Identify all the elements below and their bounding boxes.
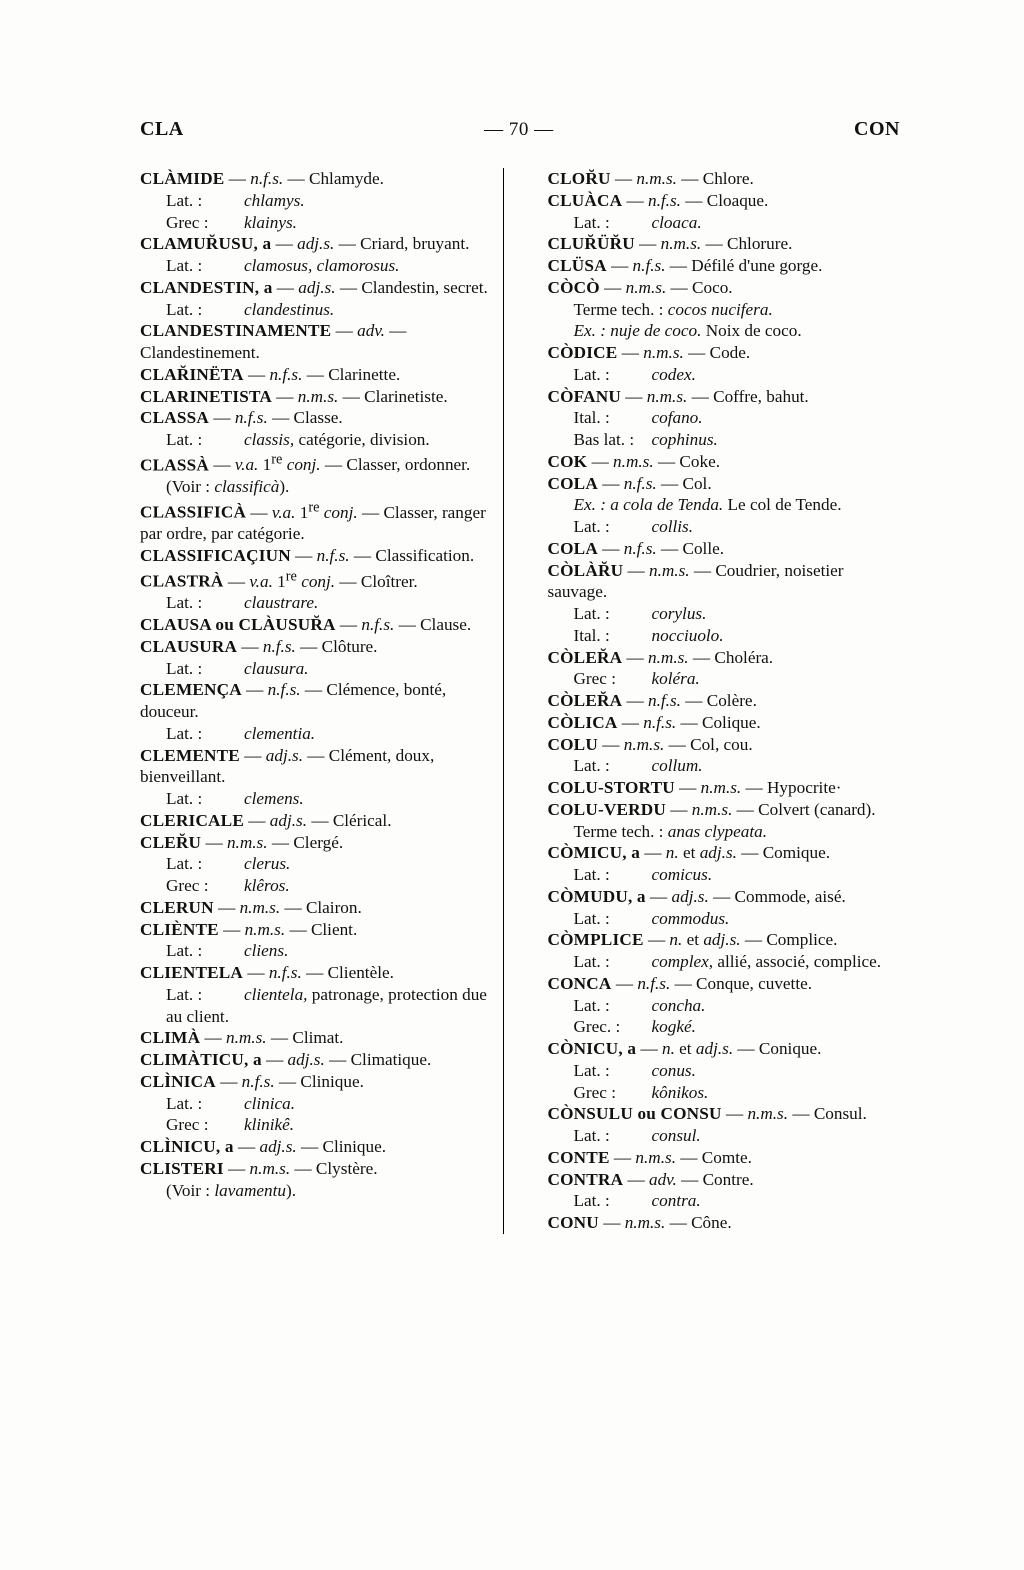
entry-definition: — n.m.s. — Comte. [609, 1147, 752, 1167]
entry-definition: — n.f.s. — Classification. [290, 546, 475, 566]
entry-definition: — n.m.s. — Clergé. [201, 832, 344, 852]
entry-headword: CLANDESTIN, a [140, 277, 273, 297]
etymology-language-label: Bas lat. : [573, 430, 635, 449]
entry-headword: CLIMÀ [140, 1028, 201, 1048]
entry-etymology-line [548, 603, 903, 625]
entry-etymology-line [140, 592, 495, 614]
dictionary-entry [548, 1103, 903, 1125]
etymology-form: classis, [244, 430, 295, 449]
etymology-form: clausura. [244, 658, 309, 678]
entry-note-line: Ex. : a cola de Tenda. Le col de Tende. [573, 495, 842, 515]
etymology-form: chlamys. [244, 190, 305, 210]
entry-definition: — n.m.s. — Chlorure. [634, 234, 793, 254]
dictionary-entry [548, 342, 903, 364]
etymology-gloss: patronage, protection due au client. [166, 984, 487, 1026]
entry-headword: CLEMENTE [140, 745, 240, 765]
entry-etymology-line [548, 864, 903, 886]
entry-headword: CLEMENÇA [140, 680, 242, 700]
etymology-form: codex. [651, 364, 696, 384]
etymology-language-label: Lat. : [166, 984, 203, 1004]
entry-definition: — n.m.s. — Clarinetiste. [271, 386, 448, 406]
entry-headword: CLERICALE [140, 810, 244, 830]
entry-definition: — n.f.s. — Colique. [617, 712, 761, 732]
dictionary-entry [140, 679, 495, 723]
left-column [140, 168, 504, 1234]
dictionary-entry [548, 386, 903, 408]
entry-definition: — n.m.s. — Coco. [599, 277, 733, 297]
dictionary-entry [548, 538, 903, 560]
entry-definition: — n.f.s. — Colère. [622, 691, 757, 710]
etymology-form: collum. [651, 756, 703, 776]
entry-etymology-line [548, 516, 903, 538]
dictionary-entry [140, 810, 495, 832]
entry-definition: — adj.s. — Clément, doux, bienveillant. [140, 745, 435, 787]
entry-headword: CLOR̆U [547, 169, 611, 188]
entry-etymology-line [140, 212, 495, 234]
entry-etymology-line [140, 1114, 495, 1136]
dictionary-entry [548, 560, 903, 604]
dictionary-entry [548, 929, 903, 951]
dictionary-entry [548, 799, 903, 821]
entry-etymology-line [548, 1016, 903, 1038]
entry-definition: — n.f.s. — Col. [597, 473, 712, 493]
header-right-guideword: CON [854, 118, 900, 140]
dictionary-entry [140, 1136, 495, 1158]
entry-note-line: Terme tech. : anas clypeata. [573, 821, 768, 841]
dictionary-entry [548, 233, 903, 255]
entry-definition: — n.f.s. — Clientèle. [243, 963, 394, 983]
dictionary-entry [140, 897, 495, 919]
entry-headword: CÒCÒ [547, 277, 600, 297]
etymology-language-label: Lat. : [166, 854, 203, 874]
entry-definition: — n.f.s. — Colle. [597, 538, 725, 558]
etymology-form: klêros. [244, 876, 290, 896]
entry-definition: — n.f.s. — Clôture. [237, 636, 378, 656]
entry-etymology-line [140, 853, 495, 875]
entry-headword: COLA [547, 538, 598, 558]
entry-headword: CÒDICE [547, 343, 618, 362]
entry-headword: CONU [547, 1213, 599, 1232]
etymology-form: kônikos. [651, 1082, 709, 1102]
dictionary-entry [140, 919, 495, 941]
entry-headword: CÒMICU, a [547, 843, 641, 863]
etymology-form: klainys. [244, 212, 297, 232]
entry-headword: COLU-VERDU [547, 799, 666, 819]
etymology-language-label: Grec : [166, 212, 209, 232]
etymology-language-label: Grec : [573, 1082, 616, 1102]
dictionary-entry [548, 1038, 903, 1060]
etymology-language-label: Lat. : [166, 256, 203, 275]
etymology-language-label: Lat. : [573, 517, 610, 536]
entry-definition: — n. et adj.s. — Complice. [643, 930, 838, 950]
entry-headword: CLÌNICA [140, 1071, 216, 1091]
dictionary-entry [548, 168, 903, 190]
entry-etymology-line [548, 755, 903, 777]
entry-headword: CLISTERI [140, 1158, 224, 1178]
entry-definition: — n.m.s. — Coke. [587, 451, 720, 471]
entry-definition: — adj.s. — Climatique. [261, 1050, 432, 1070]
entry-etymology-line [548, 995, 903, 1017]
etymology-form: comicus. [651, 865, 713, 884]
dictionary-entry [548, 451, 903, 473]
dictionary-entry [548, 690, 903, 712]
etymology-gloss: allié, associé, complice. [713, 952, 882, 971]
entry-note-line: Ex. : nuje de coco. Noix de coco. [573, 321, 802, 341]
entry-headword: CLASSA [140, 408, 210, 428]
etymology-form: cliens. [244, 941, 289, 961]
etymology-form: concha. [651, 995, 706, 1015]
entry-definition: — n. et adj.s. — Comique. [640, 843, 831, 863]
etymology-form: cloaca. [651, 212, 702, 232]
entry-etymology-line [548, 364, 903, 386]
entry-definition: — n.m.s. — Cône. [598, 1213, 732, 1232]
right-column [534, 168, 903, 1234]
entry-headword: CLUÀCA [547, 190, 623, 210]
entry-headword: CLANDESTINAMENTE [140, 321, 332, 341]
entry-headword: COLA [547, 473, 598, 493]
etymology-language-label: Lat. : [166, 941, 203, 961]
entry-definition: — n.m.s. — Col, cou. [597, 734, 753, 754]
etymology-form: claustrare. [244, 593, 319, 613]
etymology-language-label: Lat. : [166, 1093, 203, 1113]
entry-definition: — n.m.s. — Colvert (canard). [666, 799, 876, 819]
dictionary-entry [548, 1147, 903, 1169]
dictionary-entry [140, 545, 495, 567]
header-left-guideword: CLA [140, 118, 184, 140]
entry-headword: COLU [547, 734, 598, 754]
entry-definition: — n.m.s. — Consul. [721, 1104, 867, 1124]
entry-headword: CÒMPLICE [547, 930, 644, 950]
entry-etymology-line [140, 1093, 495, 1115]
etymology-form: contra. [651, 1191, 701, 1211]
entry-definition: — n.f.s. — Clarinette. [243, 364, 401, 384]
entry-etymology-line [548, 908, 903, 930]
etymology-language-label: Grec : [166, 876, 209, 896]
entry-etymology-line [548, 1060, 903, 1082]
entry-definition: — n.m.s. — Client. [218, 919, 358, 939]
etymology-gloss: catégorie, division. [294, 430, 430, 449]
entry-definition: — n.m.s. — Clairon. [213, 897, 362, 917]
entry-etymology-line [140, 658, 495, 680]
entry-definition: — n. et adj.s. — Conique. [636, 1039, 822, 1058]
dictionary-entry [548, 1212, 903, 1234]
etymology-form: cophinus. [651, 430, 718, 449]
entry-etymology-line [548, 407, 903, 429]
entry-definition: — n.f.s. — Cloaque. [622, 190, 769, 210]
etymology-language-label: Lat. : [573, 604, 610, 623]
etymology-form: collis. [651, 517, 694, 536]
etymology-language-label: Lat. : [573, 952, 610, 971]
entry-note-line: (Voir : lavamentu). [166, 1180, 297, 1200]
page-number: — 70 — [484, 119, 554, 140]
etymology-form: clamosus, clamorosus. [244, 256, 400, 275]
dictionary-entry [140, 498, 495, 545]
entry-definition: — v.a. 1re conj. — Classer, ordonner. [209, 451, 471, 475]
entry-headword: CLASSIFICAÇIUN [140, 546, 291, 566]
entry-headword: CLIÈNTE [140, 919, 219, 939]
dictionary-entry [548, 473, 903, 495]
etymology-form: nocciuolo. [651, 625, 724, 645]
dictionary-entry [140, 1049, 495, 1071]
entry-note-line: (Voir : classificà). [166, 477, 290, 497]
etymology-form: clientela, [244, 984, 308, 1004]
etymology-language-label: Lat. : [573, 1191, 610, 1211]
etymology-language-label: Lat. : [573, 908, 610, 928]
entry-definition: — n.f.s. — Clause. [335, 615, 472, 635]
etymology-language-label: Lat. : [166, 299, 203, 319]
entry-headword: CLAUSA ou CLÀUSUR̆A [140, 615, 336, 635]
entry-etymology-line [140, 299, 495, 321]
dictionary-entry [548, 886, 903, 908]
dictionary-entry [140, 1071, 495, 1093]
entry-etymology-line [548, 625, 903, 647]
entry-definition: — v.a. 1re conj. — Classer, ranger par ordre, par catégorie. [140, 498, 486, 544]
entry-etymology-line [548, 429, 903, 451]
entry-definition: — n.m.s. — Chlore. [610, 169, 754, 188]
entry-headword: CLERUN [140, 897, 214, 917]
etymology-language-label: Lat. : [573, 212, 610, 232]
entry-etymology-line [548, 1190, 903, 1212]
etymology-language-label: Lat. : [573, 364, 610, 384]
entry-headword: CÒLER̆A [547, 691, 623, 710]
entry-definition: — adj.s. — Clérical. [244, 810, 392, 830]
dictionary-entry [548, 255, 903, 277]
entry-headword: CONCA [547, 973, 612, 993]
dictionary-entry [140, 636, 495, 658]
etymology-form: klinikê. [244, 1115, 295, 1135]
entry-etymology-line [140, 190, 495, 212]
entry-headword: CLER̆U [140, 832, 202, 852]
etymology-language-label: Lat. : [166, 430, 203, 449]
page-header [140, 118, 900, 141]
entry-definition: — n.m.s. — Coffre, bahut. [620, 386, 809, 406]
dictionary-entry [140, 832, 495, 854]
etymology-form: commodus. [651, 908, 730, 928]
dictionary-entry [548, 842, 903, 864]
entry-headword: CLÀMIDE [140, 169, 225, 188]
entry-headword: COLU-STORTU [547, 778, 675, 797]
entry-definition: — n.m.s. — Hypocrite· [674, 778, 842, 797]
dictionary-entry [548, 190, 903, 212]
entry-etymology-line [548, 1125, 903, 1147]
etymology-language-label: Lat. : [166, 190, 203, 210]
entry-definition: — n.f.s. — Conque, cuvette. [611, 973, 813, 993]
entry-etymology-line [140, 429, 495, 451]
entry-definition: — adv. — Contre. [623, 1169, 754, 1189]
entry-etymology-line [548, 668, 903, 690]
entry-etymology-line [140, 875, 495, 897]
entry-definition: — n.f.s. — Clémence, bonté, douceur. [140, 680, 447, 722]
entry-headword: CLÜSA [547, 256, 607, 275]
entry-headword: CLAMUR̆USU, a [140, 234, 272, 254]
etymology-language-label: Lat. : [573, 1126, 610, 1145]
dictionary-entry [548, 1169, 903, 1191]
etymology-form: consul. [651, 1126, 701, 1145]
entry-definition: — adj.s. — Commode, aisé. [645, 886, 846, 906]
etymology-form: cofano. [651, 408, 703, 428]
entry-headword: CÒFANU [547, 386, 621, 406]
dictionary-entry [548, 777, 903, 799]
etymology-form: clementia. [244, 723, 316, 743]
entry-headword: CLAUSURA [140, 636, 238, 656]
etymology-form: corylus. [651, 604, 707, 623]
etymology-language-label: Lat. : [166, 658, 203, 678]
entry-headword: CÒLÀR̆U [547, 560, 624, 580]
etymology-language-label: Grec : [166, 1115, 209, 1135]
entry-etymology-line [548, 951, 903, 973]
dictionary-entry [548, 734, 903, 756]
dictionary-entry [140, 168, 495, 190]
entry-headword: CLIMÀTICU, a [140, 1050, 262, 1070]
entry-headword: CÒLER̆A [547, 647, 623, 667]
etymology-language-label: Ital. : [573, 625, 610, 645]
etymology-language-label: Lat. : [573, 756, 610, 776]
etymology-form: clandestinus. [244, 299, 335, 319]
entry-etymology-line [548, 1082, 903, 1104]
entry-headword: CÒLICA [547, 712, 618, 732]
entry-definition: — n.f.s. — Clinique. [215, 1071, 364, 1091]
dictionary-entry [140, 233, 495, 255]
dictionary-entry [140, 364, 495, 386]
etymology-language-label: Grec. : [573, 1017, 621, 1037]
entry-definition: — n.f.s. — Chlamyde. [224, 169, 384, 188]
dictionary-entry [140, 451, 495, 476]
etymology-language-label: Lat. : [166, 789, 203, 809]
dictionary-entry [140, 1027, 495, 1049]
entry-headword: CÒNICU, a [547, 1039, 637, 1058]
etymology-language-label: Grec : [573, 669, 616, 689]
dictionary-entry [548, 277, 903, 299]
dictionary-entry [140, 745, 495, 789]
entry-note-line: Terme tech. : cocos nucifera. [573, 299, 773, 319]
entry-definition: — adj.s. — Criard, bruyant. [271, 234, 470, 254]
entry-definition: — n.m.s. — Clystère. [223, 1158, 378, 1178]
dictionary-entry [140, 277, 495, 299]
dictionary-entry [140, 1158, 495, 1180]
entry-definition: — adj.s. — Clinique. [233, 1137, 386, 1157]
dictionary-entry [548, 973, 903, 995]
dictionary-entry [140, 407, 495, 429]
entry-definition: — n.m.s. — Climat. [200, 1028, 344, 1048]
entry-headword: CLASSIFICÀ [140, 502, 247, 522]
entry-definition: — n.m.s. — Coudrier, noisetier sauvage. [547, 560, 844, 602]
etymology-language-label: Lat. : [166, 723, 203, 743]
entry-headword: CÒNSULU ou CONSU [547, 1104, 722, 1124]
entry-headword: CONTRA [547, 1169, 624, 1189]
entry-etymology-line [140, 984, 495, 1028]
entry-definition: — n.m.s. — Code. [617, 343, 751, 362]
page-columns [140, 168, 902, 1234]
entry-headword: CLUR̆ÜR̆U [547, 234, 635, 254]
entry-definition: — v.a. 1re conj. — Cloîtrer. [223, 567, 418, 591]
entry-definition: — n.f.s. — Défilé d'une gorge. [606, 256, 823, 275]
entry-definition: — adj.s. — Clandestin, secret. [272, 277, 488, 297]
entry-definition: — n.f.s. — Classe. [209, 408, 343, 428]
dictionary-entry [140, 614, 495, 636]
etymology-form: clinica. [244, 1093, 296, 1113]
dictionary-entry [548, 647, 903, 669]
entry-headword: CÒMUDU, a [547, 886, 646, 906]
dictionary-entry [140, 567, 495, 592]
dictionary-entry [548, 712, 903, 734]
etymology-language-label: Lat. : [573, 865, 610, 884]
entry-definition: — n.m.s. — Choléra. [622, 647, 774, 667]
etymology-form: clemens. [244, 789, 304, 809]
etymology-language-label: Lat. : [573, 995, 610, 1015]
entry-etymology-line [548, 212, 903, 234]
entry-headword: CLASSÀ [140, 455, 210, 475]
etymology-form: conus. [651, 1060, 696, 1080]
etymology-form: koléra. [651, 669, 700, 689]
entry-headword: CLAR̆INËTA [140, 364, 244, 384]
dictionary-entry [140, 962, 495, 984]
entry-headword: CLASTRÀ [140, 571, 224, 591]
etymology-language-label: Lat. : [573, 1060, 610, 1080]
entry-definition: — adv. — Clandestinement. [140, 321, 407, 362]
entry-etymology-line [140, 255, 495, 277]
etymology-language-label: Ital. : [573, 408, 610, 428]
entry-headword: COK [547, 451, 588, 471]
entry-etymology-line [140, 788, 495, 810]
entry-etymology-line [140, 940, 495, 962]
entry-headword: CLÌNICU, a [140, 1137, 234, 1157]
etymology-form: kogké. [651, 1017, 696, 1037]
dictionary-entry [140, 386, 495, 408]
entry-headword: CLARINETISTA [140, 386, 272, 406]
etymology-language-label: Lat. : [166, 593, 203, 613]
entry-headword: CONTE [547, 1147, 610, 1167]
entry-etymology-line [140, 723, 495, 745]
dictionary-entry [140, 320, 495, 364]
etymology-form: complex, [651, 952, 714, 971]
entry-headword: CLIENTELA [140, 963, 244, 983]
etymology-form: clerus. [244, 854, 291, 874]
